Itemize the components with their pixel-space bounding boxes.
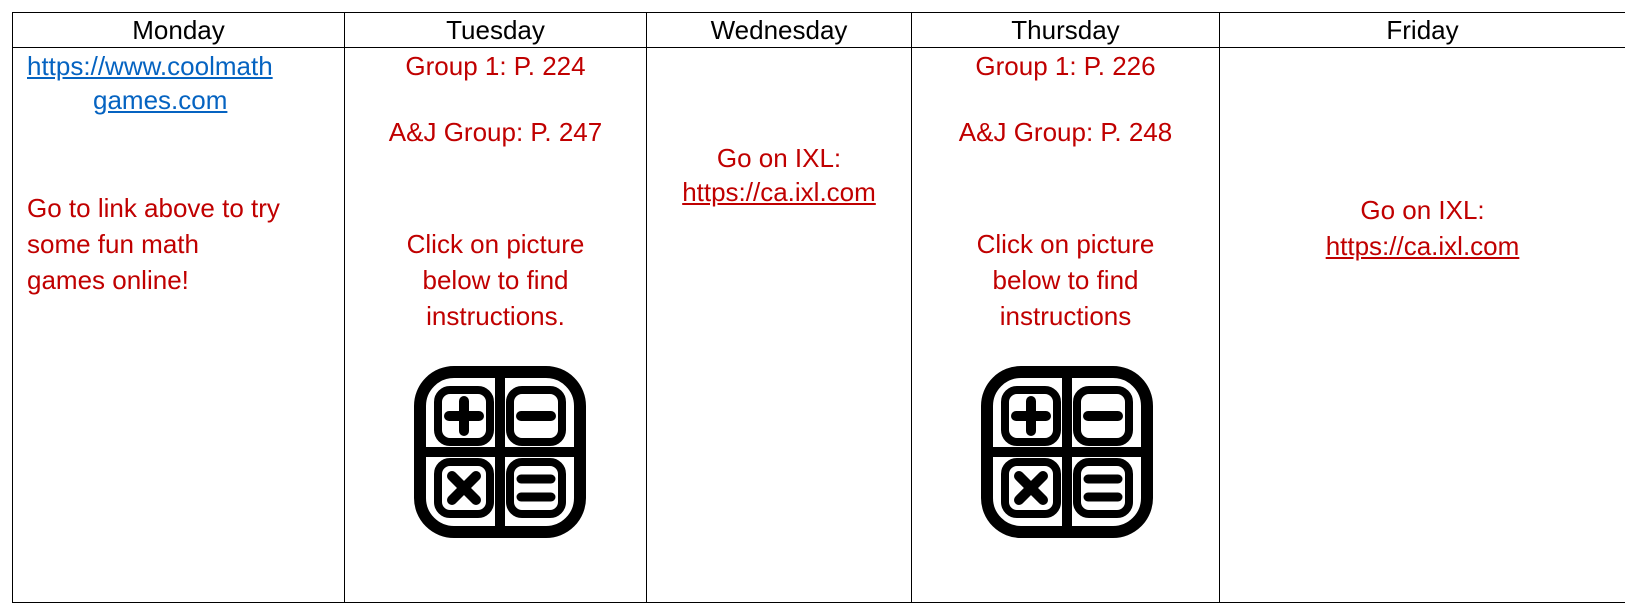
header-wednesday: Wednesday — [647, 13, 912, 48]
calculator-icon[interactable] — [414, 366, 586, 538]
content-row — [13, 48, 1625, 603]
tuesday-cell — [345, 48, 647, 603]
header-row — [13, 13, 1625, 48]
friday-cell — [1220, 48, 1625, 603]
thursday-instructions-line1: Click on picture — [912, 226, 1219, 262]
thursday-instructions-line3: instructions — [912, 298, 1219, 334]
thursday-group1: Group 1: P. 226 — [912, 48, 1219, 84]
header-friday: Friday — [1220, 13, 1625, 48]
wednesday-cell — [647, 48, 912, 603]
tuesday-aj-group: A&J Group: P. 247 — [345, 114, 646, 150]
header-monday: Monday — [13, 13, 345, 48]
wednesday-ixl-link[interactable]: https://ca.ixl.com — [682, 177, 876, 207]
calculator-icon[interactable] — [981, 366, 1153, 538]
header-tuesday: Tuesday — [345, 13, 647, 48]
thursday-cell — [912, 48, 1220, 603]
tuesday-group1: Group 1: P. 224 — [345, 48, 646, 84]
tuesday-instructions-line2: below to find — [345, 262, 646, 298]
coolmath-link-line1[interactable]: https://www.coolmath — [27, 48, 273, 84]
thursday-aj-group: A&J Group: P. 248 — [912, 114, 1219, 150]
wednesday-ixl-label: Go on IXL: — [647, 140, 911, 176]
monday-desc-line2: some fun math — [27, 226, 199, 262]
weekly-schedule-table — [12, 12, 1625, 603]
monday-cell — [13, 48, 345, 603]
friday-ixl-label: Go on IXL: — [1220, 192, 1625, 228]
thursday-instructions-line2: below to find — [912, 262, 1219, 298]
monday-desc-line3: games online! — [27, 262, 189, 298]
coolmath-link-line2[interactable]: games.com — [93, 82, 227, 118]
tuesday-instructions-line3: instructions. — [345, 298, 646, 334]
tuesday-instructions-line1: Click on picture — [345, 226, 646, 262]
monday-desc-line1: Go to link above to try — [27, 190, 280, 226]
friday-ixl-link[interactable]: https://ca.ixl.com — [1326, 231, 1520, 261]
header-thursday: Thursday — [912, 13, 1220, 48]
